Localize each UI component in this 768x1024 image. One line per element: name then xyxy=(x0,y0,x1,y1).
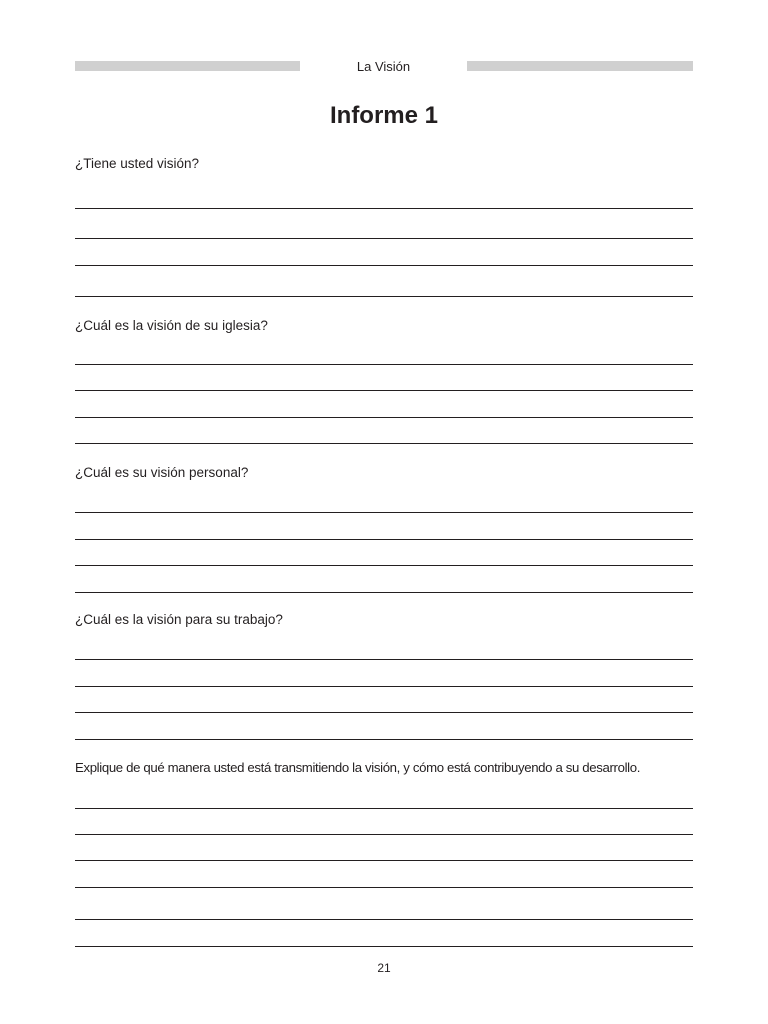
answer-line[interactable] xyxy=(75,919,693,920)
answer-line[interactable] xyxy=(75,739,693,740)
answer-line[interactable] xyxy=(75,512,693,513)
page-title: Informe 1 xyxy=(329,102,439,129)
answer-line[interactable] xyxy=(75,712,693,713)
question-5: Explique de qué manera usted está transmitiendo la visión, y cómo está contribuyendo a su desarrollo. xyxy=(75,760,641,775)
answer-line[interactable] xyxy=(75,539,693,540)
answer-line[interactable] xyxy=(75,364,693,365)
answer-line[interactable] xyxy=(75,860,693,861)
answer-line[interactable] xyxy=(75,443,693,444)
answer-line[interactable] xyxy=(75,296,693,297)
answer-line[interactable] xyxy=(75,686,693,687)
answer-line[interactable] xyxy=(75,834,693,835)
question-2: ¿Cuál es la visión de su iglesia? xyxy=(75,318,268,333)
answer-line[interactable] xyxy=(75,592,693,593)
answer-line[interactable] xyxy=(75,390,693,391)
question-3: ¿Cuál es su visión personal? xyxy=(75,465,249,480)
answer-line[interactable] xyxy=(75,946,693,947)
answer-line[interactable] xyxy=(75,808,693,809)
question-1: ¿Tiene usted visión? xyxy=(75,156,200,171)
header-bar-right xyxy=(467,61,693,71)
answer-line[interactable] xyxy=(75,659,693,660)
header-bar-left xyxy=(75,61,300,71)
question-4: ¿Cuál es la visión para su trabajo? xyxy=(75,612,283,627)
answer-line[interactable] xyxy=(75,887,693,888)
answer-line[interactable] xyxy=(75,208,693,209)
answer-line[interactable] xyxy=(75,238,693,239)
page-number: 21 xyxy=(377,961,391,975)
answer-line[interactable] xyxy=(75,565,693,566)
answer-line[interactable] xyxy=(75,417,693,418)
running-header: La Visión xyxy=(356,59,411,74)
answer-line[interactable] xyxy=(75,265,693,266)
